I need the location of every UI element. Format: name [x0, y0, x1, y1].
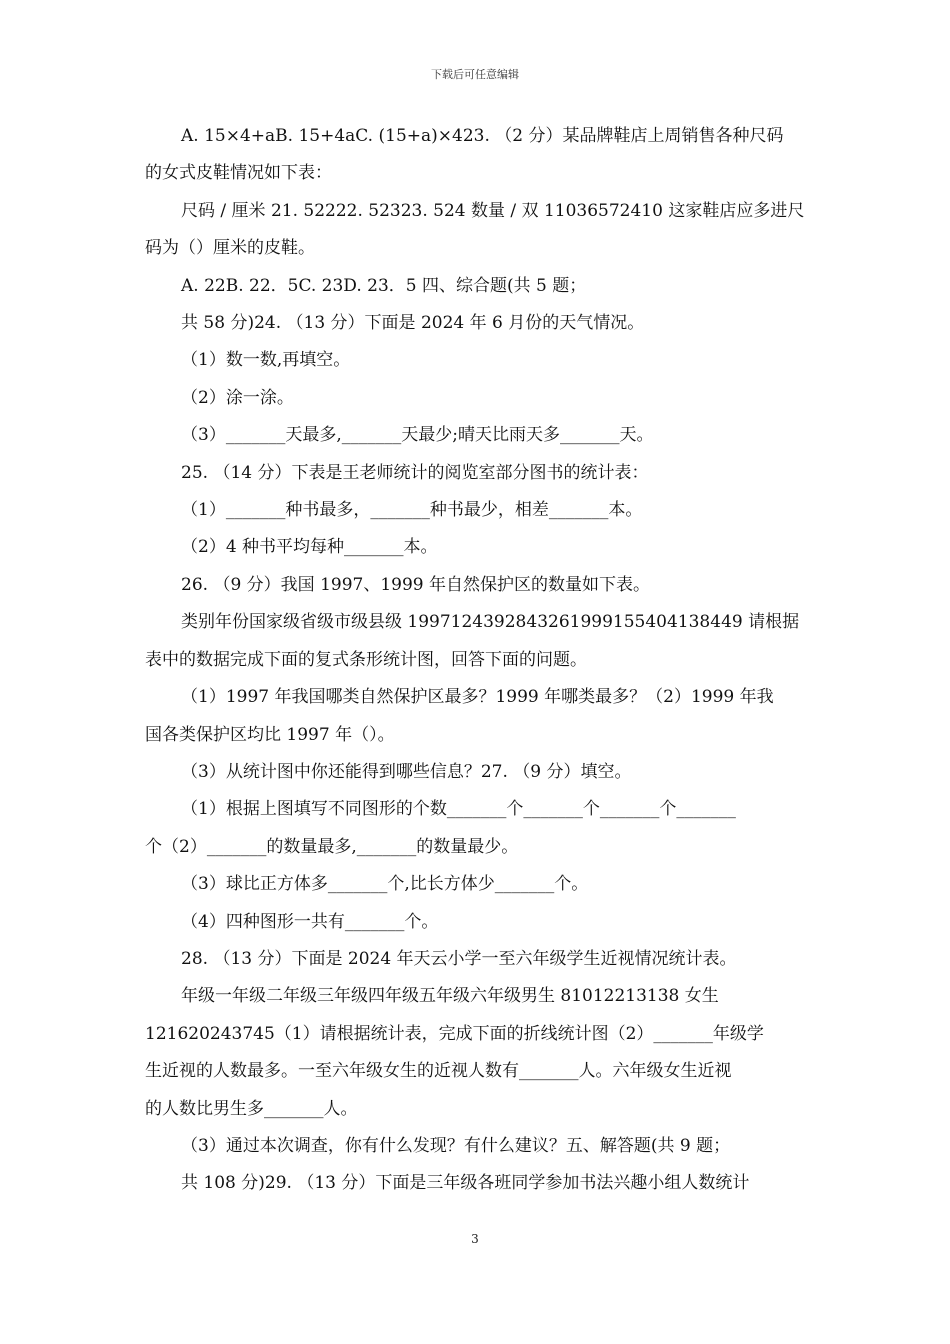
text-line: （3）球比正方体多_______个,比长方体少_______个。 [181, 874, 589, 895]
text-line: 的人数比男生多_______人。 [145, 1098, 358, 1119]
text-line: 25. （14 分）下表是王老师统计的阅览室部分图书的统计表： [181, 462, 649, 483]
text-line: A. 15×4+aB. 15+4aC. (15+a)×423. （2 分）某品牌鞋店上周销售各种尺码 [181, 126, 784, 146]
document-body [145, 118, 807, 1203]
page-header: 下载后可任意编辑 [431, 68, 519, 81]
text-line: 121620243745（1）请根据统计表，完成下面的折线统计图（2）_______年级学 [145, 1023, 764, 1044]
text-line: 表中的数据完成下面的复式条形统计图，回答下面的问题。 [145, 649, 587, 670]
text-line: A. 22B. 22．5C. 23D. 23．5 四、综合题(共 5 题； [181, 275, 587, 296]
text-line: （3）从统计图中你还能得到哪些信息？27. （9 分）填空。 [181, 761, 632, 782]
text-line: 生近视的人数最多。一至六年级女生的近视人数有_______人。六年级女生近视 [145, 1061, 732, 1082]
page-number: 3 [471, 1232, 479, 1246]
text-line: （4）四种图形一共有_______个。 [181, 911, 439, 932]
text-line: 年级一年级二年级三年级四年级五年级六年级男生 81012213138 女生 [181, 986, 719, 1007]
text-line: 码为（）厘米的皮鞋。 [145, 238, 315, 259]
text-line: （1）1997 年我国哪类自然保护区最多？1999 年哪类最多？（2）1999 年我 [181, 687, 774, 708]
text-line: （1）根据上图填写不同图形的个数_______个_______个_______个_______ [181, 799, 736, 820]
text-line: （1）_______种书最多，_______种书最少，相差_______本。 [181, 500, 643, 521]
text-line: 类别年份国家级省级市级县级 199712439284326199915540413844​9 请根据 [181, 612, 800, 633]
text-line: 尺码 / 厘米 21. 52222. 52323. 524 数量 / 双 11036572410 这家鞋店应多进尺 [181, 200, 805, 221]
text-line: （3）通过本次调查，你有什么发现？有什么建议？五、解答题(共 9 题； [181, 1135, 731, 1156]
text-line: 共 58 分)24. （13 分）下面是 2024 年 6 月份的天气情况。 [181, 313, 645, 334]
text-line: （3）_______天最多,_______天最少;晴天比雨天多_______天。 [181, 425, 654, 446]
text-line: （2）4 种书平均每种_______本。 [181, 537, 438, 558]
text-line: （2）涂一涂。 [181, 387, 294, 408]
text-line: 26. （9 分）我国 1997、1999 年自然保护区的数量如下表。 [181, 574, 650, 595]
text-line: 个（2）_______的数量最多,_______的数量最少。 [145, 836, 519, 857]
text-line: 共 108 分)29. （13 分）下面是三年级各班同学参加书法兴趣小组人数统计 [181, 1173, 750, 1194]
text-line: 的女式皮鞋情况如下表： [145, 163, 332, 184]
text-line: （1）数一数,再填空。 [181, 350, 351, 371]
text-line: 国各类保护区均比 1997 年（）。 [145, 724, 395, 745]
text-line: 28. （13 分）下面是 2024 年天云小学一至六年级学生近视情况统计表。 [181, 948, 737, 969]
